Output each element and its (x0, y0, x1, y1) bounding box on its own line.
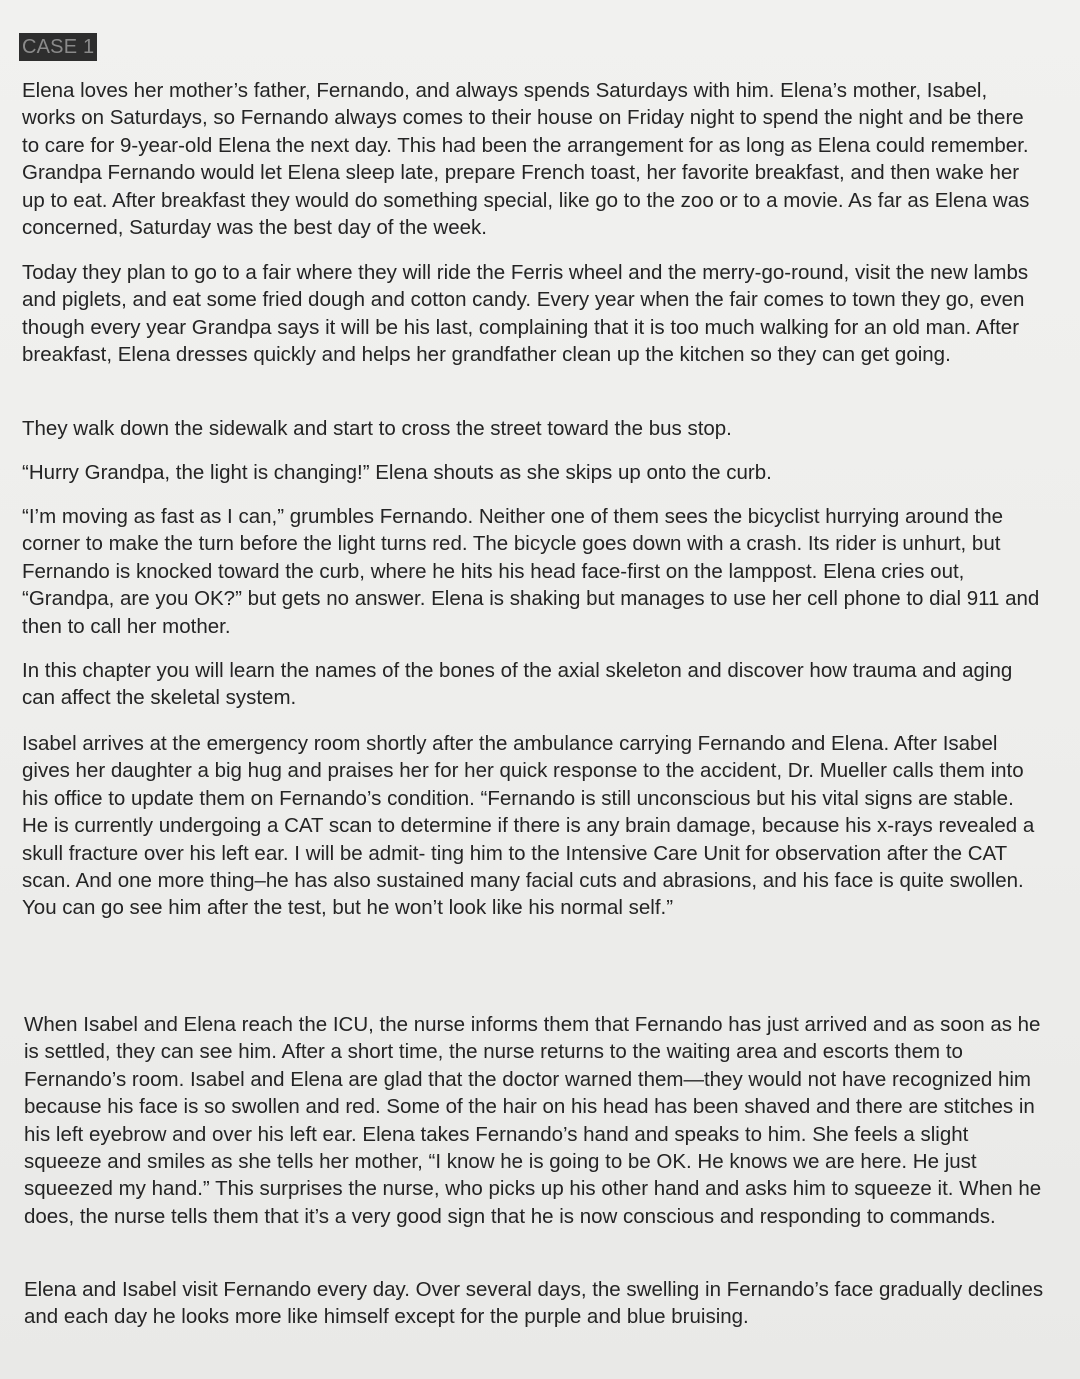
paragraph-emergency-room: Isabel arrives at the emergency room shortly after the ambulance carrying Fernando and Elena. After Isabel gives her daughter a big hug and praises her for her quick response to the accident, Dr. Mueller calls them into his office to update them on Fernando’s condition. “Fernando is still unconscious but his vital signs are stable. He is currently undergoing a CAT scan to determine if there is any brain damage, because his x-rays revealed a skull fracture over his left ear. I will be admit- ting him to the Intensive Care Unit for observation after the CAT scan. And one more thing–he has also sustained many facial cuts and abrasions, and his face is quite swollen. You can go see him after the test, but he won’t look like his normal self.” (22, 732, 1035, 920)
paragraph-chapter-intro: In this chapter you will learn the names of the bones of the axial skeleton and discover how trauma and aging can affect the skeletal system. (22, 659, 1013, 710)
case-label: CASE 1 (19, 33, 97, 61)
paragraph-hurry-grandpa: “Hurry Grandpa, the light is changing!” Elena shouts as she skips up onto the curb. (22, 461, 772, 484)
paragraph-icu-visit: When Isabel and Elena reach the ICU, the nurse informs them that Fernando has just arrived and as soon as he is settled, they can see him. After a short time, the nurse returns to the waiting area and escorts them to Fernando’s room. Isabel and Elena are glad that the doctor warned them—they would not have recognized him because his face is so swollen and red. Some of the hair on his head has been shaved and there are stitches in his left eyebrow and over his left ear. Elena takes Fernando’s hand and speaks to him. She feels a slight squeeze and smiles as she tells her mother, “I know he is going to be OK. He knows we are here. He just squeezed my hand.” This surprises the nurse, who picks up his other hand and asks him to squeeze it. When he does, the nurse tells them that it’s a very good sign that he is now conscious and responding to commands. (24, 1013, 1042, 1228)
paragraph-bicycle-accident: “I’m moving as fast as I can,” grumbles Fernando. Neither one of them sees the bicyclist hurrying around the corner to make the turn before the light turns red. The bicycle goes down with a crash. Its rider is unhurt, but Fernando is knocked toward the curb, where he hits his head face-first on the lamppost. Elena cries out, “Grandpa, are you OK?” but gets no answer. Elena is shaking but manages to use her cell phone to dial 911 and then to call her mother. (22, 505, 1040, 638)
paragraph-crossing-street: They walk down the sidewalk and start to cross the street toward the bus stop. (22, 417, 732, 440)
paragraph-fair-plans: Today they plan to go to a fair where they will ride the Ferris wheel and the merry-go-round, visit the new lambs and piglets, and eat some fried dough and cotton candy. Every year when the fair comes to town they go, even though every year Grandpa says it will be his last, complaining that it is too much walking for an old man. After breakfast, Elena dresses quickly and helps her grandfather clean up the kitchen so they can get going. (22, 261, 1029, 367)
paragraph-saturdays: Elena loves her mother’s father, Fernando, and always spends Saturdays with him. Elena’s mother, Isabel, works on Saturdays, so Fernando always comes to their house on Friday night to spend the night and be there to care for 9-year-old Elena the next day. This had been the arrangement for as long as Elena could remember. Grandpa Fernando would let Elena sleep late, prepare French toast, her favorite breakfast, and then wake her up to eat. After breakfast they would do something special, like go to the zoo or to a movie. As far as Elena was concerned, Saturday was the best day of the week. (22, 79, 1030, 240)
paragraph-recovery: Elena and Isabel visit Fernando every day. Over several days, the swelling in Fernando’s face gradually declines and each day he looks more like himself except for the purple and blue bruising. (24, 1278, 1044, 1329)
